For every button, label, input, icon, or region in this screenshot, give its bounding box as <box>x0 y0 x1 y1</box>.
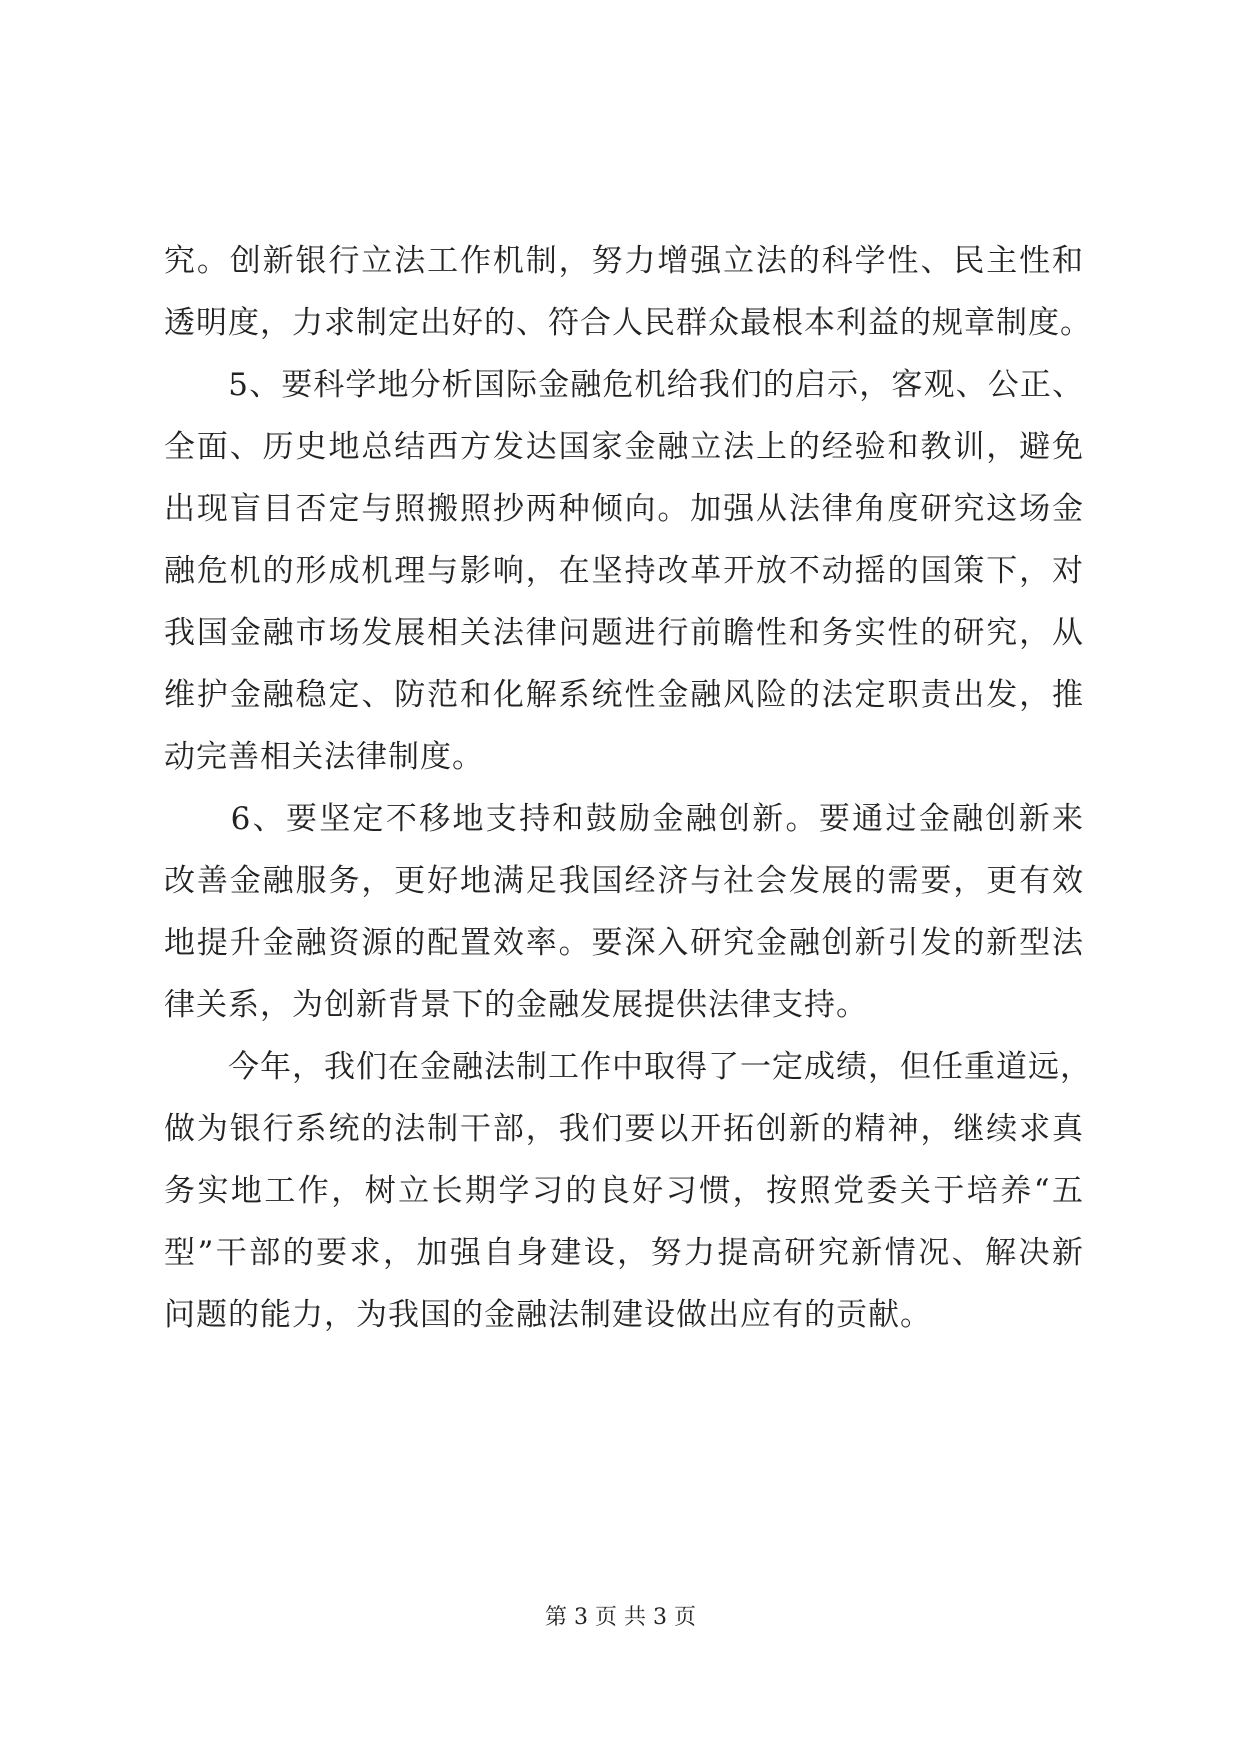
text-line: 5、要科学地分析国际金融危机给我们的启示，客观、公正、 <box>164 367 1084 403</box>
text-line: 透明度，力求制定出好的、符合人民群众最根本利益的规章制度。 <box>164 305 1092 341</box>
text-line: 维护金融稳定、防范和化解系统性金融风险的法定职责出发，推 <box>164 677 1084 713</box>
text-line: 律关系，为创新背景下的金融发展提供法律支持。 <box>164 987 868 1023</box>
text-line: 我国金融市场发展相关法律问题进行前瞻性和务实性的研究，从 <box>164 615 1084 651</box>
text-line: 务实地工作，树立长期学习的良好习惯，按照党委关于培养“五 <box>164 1173 1084 1209</box>
text-line: 型”干部的要求，加强自身建设，努力提高研究新情况、解决新 <box>164 1235 1084 1271</box>
document-body <box>164 230 1092 1346</box>
text-line: 融危机的形成机理与影响，在坚持改革开放不动摇的国策下，对 <box>164 553 1084 589</box>
text-line: 改善金融服务，更好地满足我国经济与社会发展的需要，更有效 <box>164 863 1084 899</box>
text-line: 究。创新银行立法工作机制，努力增强立法的科学性、民主性和 <box>164 243 1084 279</box>
text-line: 做为银行系统的法制干部，我们要以开拓创新的精神，继续求真 <box>164 1111 1084 1147</box>
text-line: 问题的能力，为我国的金融法制建设做出应有的贡献。 <box>164 1297 932 1333</box>
text-line: 6、要坚定不移地支持和鼓励金融创新。要通过金融创新来 <box>164 801 1084 837</box>
page-footer: 第 3 页 共 3 页 <box>545 1605 696 1630</box>
text-line: 全面、历史地总结西方发达国家金融立法上的经验和教训，避免 <box>164 429 1084 465</box>
text-line: 动完善相关法律制度。 <box>164 739 484 775</box>
text-line: 出现盲目否定与照搬照抄两种倾向。加强从法律角度研究这场金 <box>164 491 1084 527</box>
text-line: 地提升金融资源的配置效率。要深入研究金融创新引发的新型法 <box>164 925 1084 961</box>
text-line: 今年，我们在金融法制工作中取得了一定成绩，但任重道远， <box>164 1049 1092 1085</box>
